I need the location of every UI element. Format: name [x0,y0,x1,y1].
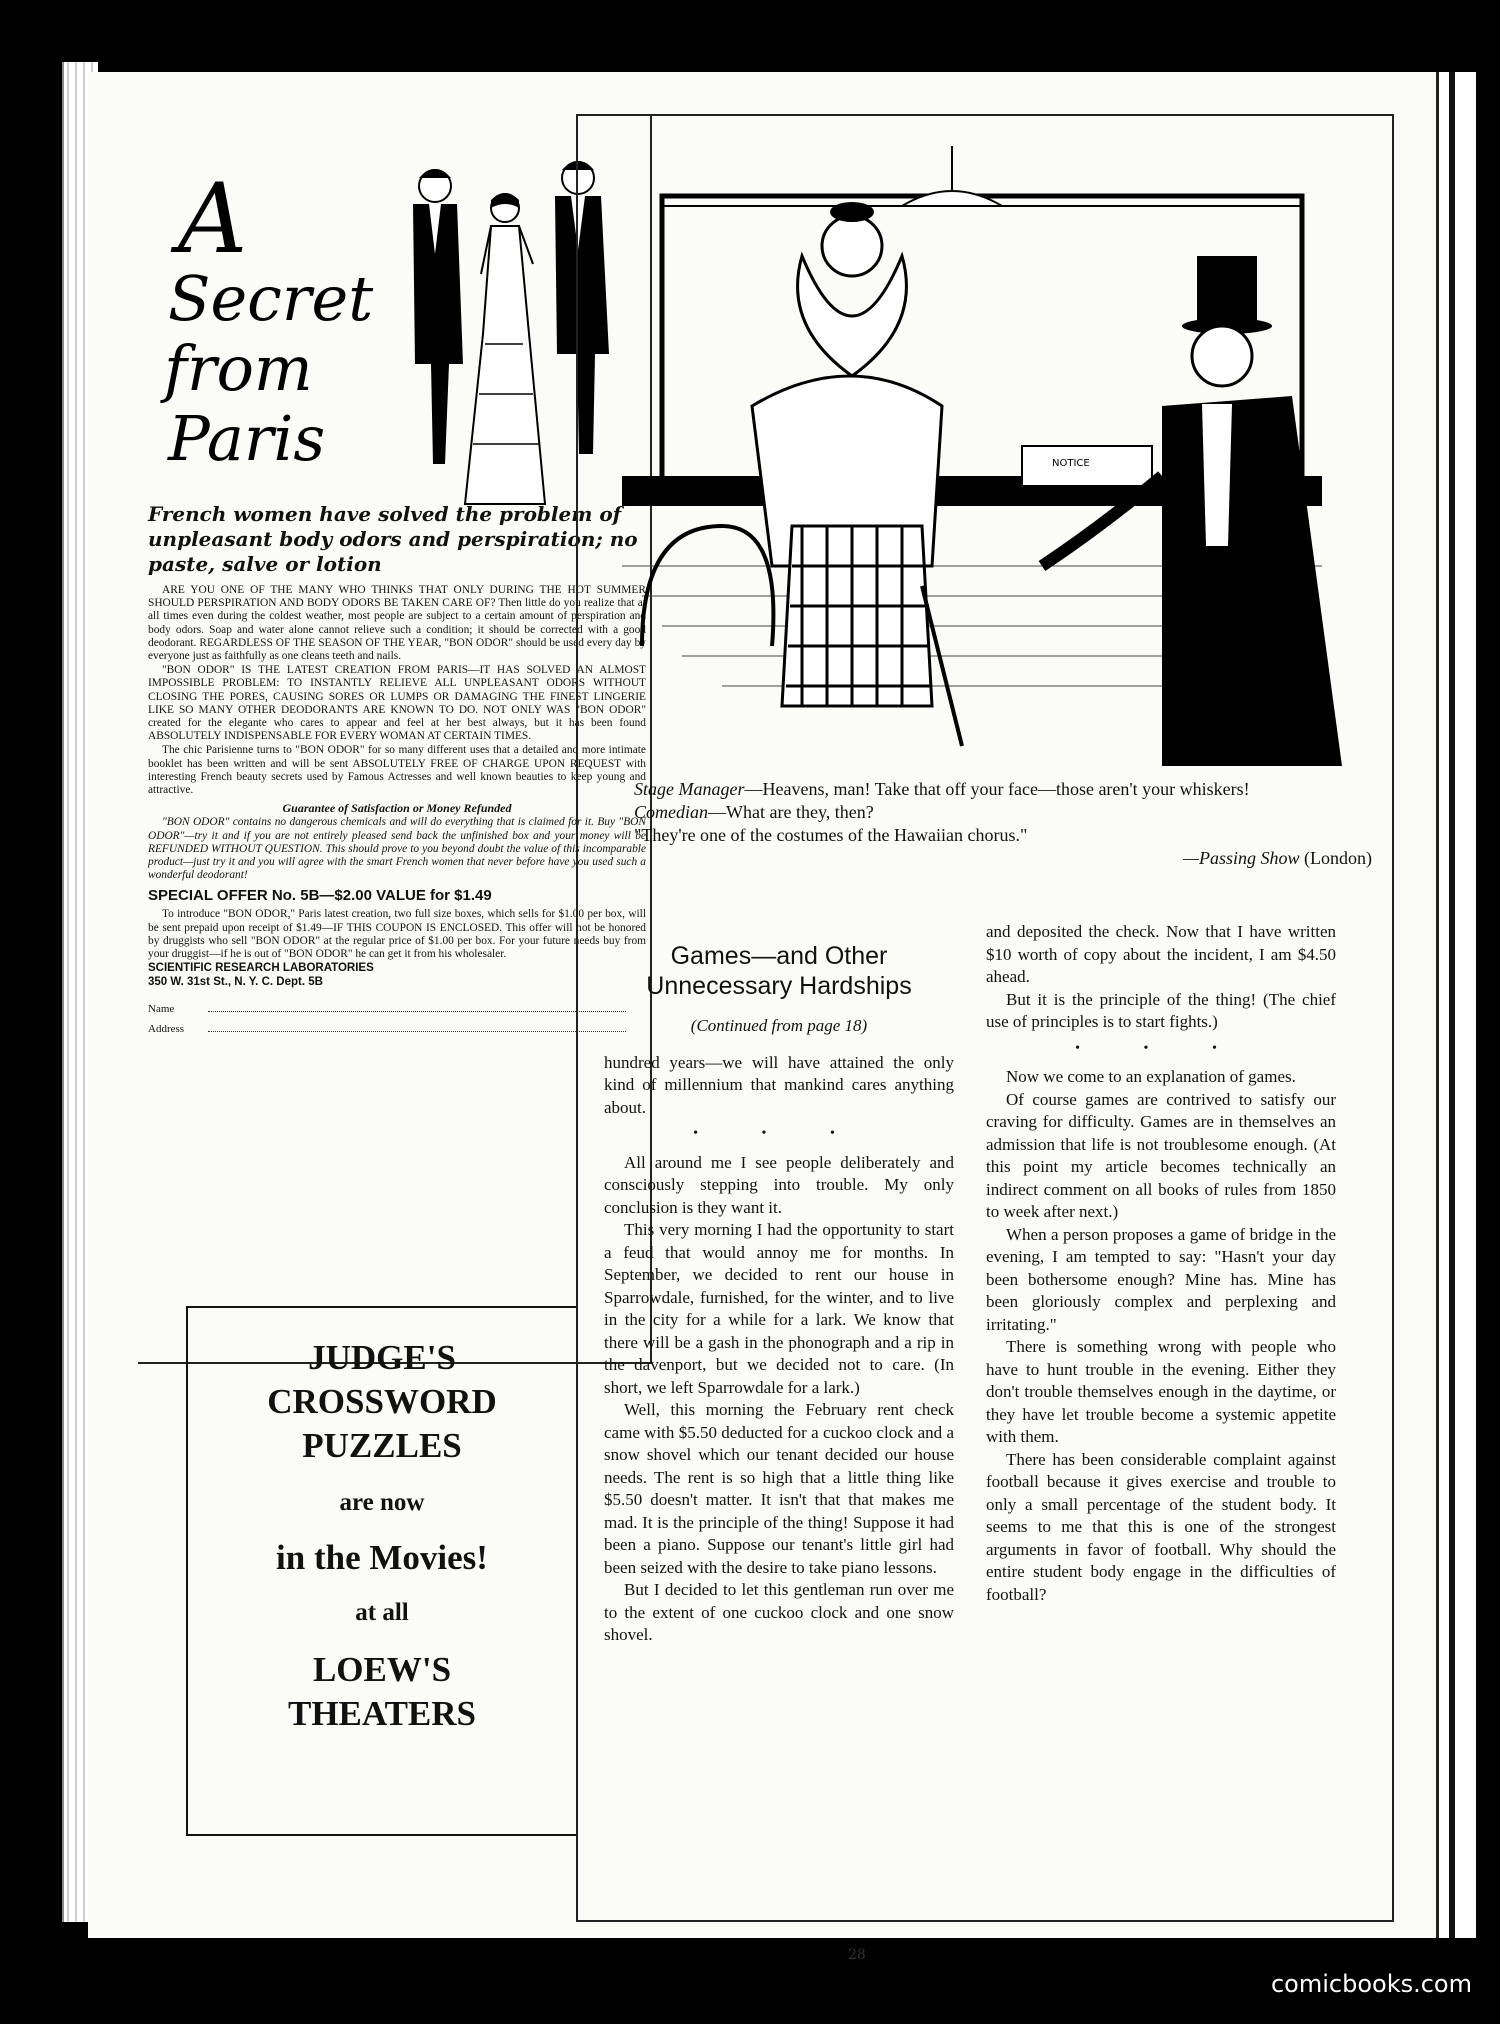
ad-headline [164,163,378,475]
ad-paragraph: ARE YOU ONE OF THE MANY WHO THINKS THAT ONLY DURING THE HOT SUMMER SHOULD PERSPIRATION AND BODY ODORS BE TAKEN CARE OF? Then little do you realize that at all times even during the coldest weather, most people are subject to a certain amount of perspiration and body odors. Soap and water alone cannot relieve such a condition; it should be corrected with a good deodorant. REGARDLESS OF THE SEASON OF THE YEAR, "BON ODOR" should be used every day by everyone just as faithfully as one cleans teeth and nails. [148,584,646,663]
article-paragraph: Of course games are contrived to satisfy our craving for difficulty. Games are in themselves an admission that life is not troublesome enough. (At this point my article becomes technically an indirect comment on all books of rules from 1850 to week after next.) [986,1089,1336,1221]
address-label: Address [148,1022,185,1035]
article-column-2 [986,921,1336,1606]
article-paragraph: When a person proposes a game of bridge in the evening, I am tempted to say: "Hasn't your day been bothersome enough? Mine has. Mine has been gloriously complex and perplexing and irritating." [986,1224,1336,1334]
credit-source: —Passing Show [1182,848,1300,868]
ad-paragraph: "BON ODOR" IS THE LATEST CREATION FROM PARIS—IT HAS SOLVED AN ALMOST IMPOSSIBLE PROBLEM: TO INSTANTLY RELIEVE ALL UNPLEASANT ODORS WITHOUT CLOSING THE PORES, CAUSING SORES OR LUMPS OR DAMAGING THE FINEST LINGERIE LIKE SO MANY OTHER DEODORANTS ARE KNOWN TO DO. NOT ONLY WAS "BON ODOR" created for the elegante who cares to appear and feel at her best always, but it has been found ABSOLUTELY INDISPENSABLE FOR EVERY WOMAN AT CERTAIN TIMES. [148,664,646,743]
caption-line-3: "They're one of the costumes of the Hawaiian chorus." [634,825,1028,845]
crossword-puzzles-advertisement [186,1306,578,1836]
address-field[interactable] [208,1022,626,1032]
article-paragraph: There is something wrong with people who have to hunt trouble in the evening. Either they don't trouble themselves enough in the daytime, or they have let trouble become a systemic appetite with them. [986,1337,1336,1446]
caption-text-1: —Heavens, man! Take that off your face—those aren't your whiskers! [744,779,1250,799]
ad-headline-line4: Paris [168,402,326,475]
special-offer-heading: SPECIAL OFFER No. 5B—$2.00 VALUE for $1.49 [148,887,492,905]
article-paragraph: But I decided to let this gentleman run over me to the extent of one cuckoo clock and one snow shovel. [604,1580,954,1644]
article-paragraph: There has been considerable complaint against football because it gives exercise and trouble to only a small percentage of the student body. It seems to me that this is one of the strongest arguments in favor of football. Why should the entire student body engage in the difficulties of football? [986,1449,1336,1604]
coupon-address-line[interactable] [148,1022,646,1036]
crossword-ad-line: PUZZLES [302,1426,462,1465]
stage-manager-cartoon [602,146,1372,766]
coupon-name-line[interactable] [148,1002,646,1016]
article-title: Games—and Other Unnecessary Hardships [646,942,912,1000]
credit-city: (London) [1304,848,1372,868]
name-field[interactable] [208,1002,626,1012]
crossword-ad-line: are now [339,1489,425,1516]
ad-headline-line1: A [178,163,248,275]
ad-headline-line3: from [164,332,313,405]
article-paragraph: Well, this morning the February rent check came with $5.50 deducted for a cuckoo clock and a snow shovel which our tenant decided our house needs. The rent is so high that a little thing like $5.50 doesn't matter. It isn't that that makes me mad. It is the principle of the thing! Suppose it had been a piano. Suppose our tenant's little girl had been seized with the desire to take piano lessons. [604,1400,954,1577]
article-paragraph: hundred years—we will have attained the only kind of millennium that mankind cares anything about. [604,1052,954,1117]
article-paragraph: But it is the principle of the thing! (The chief use of principles is to start fights.) [986,989,1336,1031]
crossword-ad-line: LOEW'S [312,1650,452,1689]
caption-line-2 [604,801,1372,824]
magazine-page [88,72,1436,1963]
company-address: 350 W. 31st St., N. Y. C. Dept. 5B [148,976,323,989]
crossword-ad-line: in the Movies! [276,1538,488,1577]
cartoon-credit [604,847,1372,870]
article-paragraph: Now we come to an explanation of games. [1006,1067,1296,1086]
ad-body-copy [148,584,646,1036]
crossword-ad-line: at all [355,1599,409,1626]
page-number: 28 [848,1947,866,1963]
right-binding-edge [1436,72,1476,1938]
company-name: SCIENTIFIC RESEARCH LABORATORIES [148,962,374,975]
ad-subheadline: French women have solved the problem of unpleasant body odors and perspiration; no paste, salve or lotion [148,502,638,576]
crossword-ad-line: JUDGE'S [308,1338,456,1377]
continued-from-note: (Continued from page 18) [690,1016,868,1035]
caption-speaker-1: Stage Manager [634,779,745,799]
games-article [604,921,1372,1901]
guarantee-heading: Guarantee of Satisfaction or Money Refunded [282,801,512,816]
ad-headline-line2: Secret [168,262,374,335]
bon-odor-advertisement [138,114,652,1364]
crossword-ad-line: CROSSWORD [267,1382,497,1421]
right-column-frame [576,114,1394,1922]
site-watermark: comicbooks.com [1270,1970,1472,1998]
notice-sign: NOTICE [1052,458,1090,469]
article-column-1 [604,921,954,1647]
caption-line-1 [604,778,1372,801]
caption-speaker-2: Comedian [634,802,708,822]
crossword-ad-line: THEATERS [287,1694,477,1733]
name-label: Name [148,1002,175,1015]
article-paragraph: This very morning I had the opportunity to start a feud that would annoy me for months. In September, we decided to rent our house in Sparrowdale, furnished, for the winter, and to live in the city for a while for a lark. We know that there will be a gash in the phonograph and a rip in the davenport, but we decided not to care. (In short, we left Sparrowdale for a lark.) [604,1220,954,1397]
article-paragraph: and deposited the check. Now that I have written $10 worth of copy about the incident, I am $4.50 ahead. [986,922,1336,986]
cartoon-caption [604,778,1372,870]
ad-paragraph: The chic Parisienne turns to "BON ODOR" for so many different uses that a detailed and more intimate booklet has been written and will be sent ABSOLUTELY FREE OF CHARGE UPON REQUEST with interesting French beauty secrets used by Famous Actresses and well known beauties to keep young and attractive. [148,744,646,797]
offer-text: To introduce "BON ODOR," Paris latest creation, two full size boxes, which sells for $1.00 per box, will be sent prepaid upon receipt of $1.49—IF THIS COUPON IS ENCLOSED. This offer will not be honored by druggists who sell "BON ODOR" at the regular price of $1.00 per box. For your future needs buy from your druggist—if he is out of "BON ODOR" he can get it from his wholesaler. [148,908,646,961]
article-paragraph: All around me I see people deliberately and consciously stepping into trouble. My only conclusion is they want it. [604,1152,954,1217]
section-separator: • • • [693,1126,865,1141]
guarantee-text: "BON ODOR" contains no dangerous chemicals and will do everything that is claimed for it. Buy "BON ODOR"—try it and if you are not entirely pleased send back the unfinished box and your money will be REFUNDED WITHOUT QUESTION. This should prove to you beyond doubt the value of this incomparable product—just try it and you will agree with the smart French women that never before have you used such a wonderful deodorant! [148,816,646,882]
section-separator: • • • [1075,1040,1247,1056]
caption-text-2: —What are they, then? [708,802,874,822]
